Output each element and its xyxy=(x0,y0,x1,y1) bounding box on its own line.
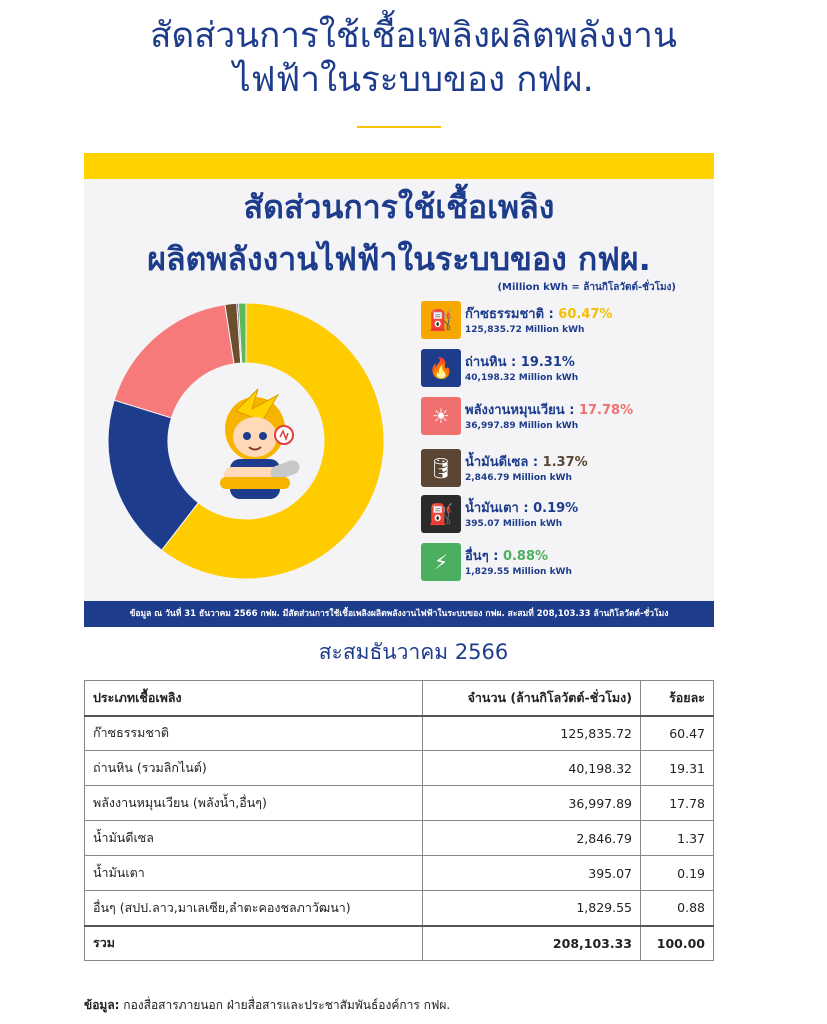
renewable-energy-icon: ☀ xyxy=(421,397,461,435)
source-text: กองสื่อสารภายนอก ฝ่ายสื่อสารและประชาสัมพันธ์องค์การ กฟผ. xyxy=(119,998,451,1012)
legend-kwh: 1,829.55 Million kWh xyxy=(465,567,572,577)
legend-fuel-name: น้ำมันดีเซล : xyxy=(465,455,539,470)
legend-percent: 0.19% xyxy=(533,501,579,516)
total-amount: 208,103.33 xyxy=(423,926,641,961)
infographic-footer-note: ข้อมูล ณ วันที่ 31 ธันวาคม 2566 กฟผ. มีสัดส่วนการใช้เชื้อเพลิงผลิตพลังงานไฟฟ้าในระบบของ กฟผ. สะสมที่ 208,103.33 ล้านกิโลวัตต์-ชั่วโมง xyxy=(84,601,714,627)
cell-fuel-type: พลังงานหมุนเวียน (พลังน้ำ,อื่นๆ) xyxy=(85,786,423,821)
table-row xyxy=(85,821,714,856)
source-label: ข้อมูล: xyxy=(84,998,120,1012)
diesel-barrel-icon: 🛢 xyxy=(421,449,461,487)
cell-percent: 0.88 xyxy=(641,891,714,926)
page-title-line2: ไฟฟ้าในระบบของ กฟผ. xyxy=(233,60,594,100)
table-header-row xyxy=(85,681,714,716)
column-header-percent: ร้อยละ xyxy=(641,681,714,716)
cell-percent: 0.19 xyxy=(641,856,714,891)
cell-amount: 2,846.79 xyxy=(423,821,641,856)
legend-percent: 17.78% xyxy=(578,403,634,418)
cell-amount: 125,835.72 xyxy=(423,716,641,751)
total-percent: 100.00 xyxy=(641,926,714,961)
cell-fuel-type: น้ำมันเตา xyxy=(85,856,423,891)
cell-amount: 395.07 xyxy=(423,856,641,891)
legend-item xyxy=(421,397,681,441)
legend-percent: 1.37% xyxy=(542,455,588,470)
legend-item xyxy=(421,495,681,539)
table-total-row xyxy=(85,926,714,961)
legend-item xyxy=(421,301,681,345)
table-subtitle: สะสมธันวาคม 2566 xyxy=(318,640,509,664)
legend-percent: 0.88% xyxy=(502,549,549,564)
table-row xyxy=(85,716,714,751)
gas-rig-icon: ⛽ xyxy=(421,301,461,339)
column-header-fuel-type: ประเภทเชื้อเพลิง xyxy=(85,681,423,716)
total-label: รวม xyxy=(85,926,423,961)
table-row xyxy=(85,891,714,926)
cell-amount: 1,829.55 xyxy=(423,891,641,926)
legend-kwh: 2,846.79 Million kWh xyxy=(465,473,572,483)
legend-fuel-name: อื่นๆ : xyxy=(465,549,499,564)
legend-label xyxy=(465,497,578,518)
cell-fuel-type: ถ่านหิน (รวมลิกไนต์) xyxy=(85,751,423,786)
coal-fire-icon: 🔥 xyxy=(421,349,461,387)
legend-label xyxy=(465,303,612,324)
legend-kwh: 395.07 Million kWh xyxy=(465,519,563,529)
cell-amount: 36,997.89 xyxy=(423,786,641,821)
cell-amount: 40,198.32 xyxy=(423,751,641,786)
fuel-mix-infographic xyxy=(84,153,714,627)
mascot-illustration xyxy=(200,381,310,511)
table-row xyxy=(85,856,714,891)
infographic-title-line2: ผลิตพลังงานไฟฟ้าในระบบของ กฟผ. xyxy=(147,240,651,278)
page-title xyxy=(0,14,827,102)
legend-label xyxy=(465,351,575,372)
legend-kwh: 125,835.72 Million kWh xyxy=(465,325,585,335)
cell-percent: 19.31 xyxy=(641,751,714,786)
lightning-icon: ⚡ xyxy=(421,543,461,581)
cell-fuel-type: ก๊าซธรรมชาติ xyxy=(85,716,423,751)
legend-percent: 60.47% xyxy=(558,307,613,322)
table-row xyxy=(85,786,714,821)
legend-kwh: 36,997.89 Million kWh xyxy=(465,421,579,431)
legend-kwh: 40,198.32 Million kWh xyxy=(465,373,579,383)
fuel-oil-can-icon: ⛽ xyxy=(421,495,461,533)
table-row xyxy=(85,751,714,786)
legend-label xyxy=(465,545,548,566)
legend-fuel-name: พลังงานหมุนเวียน : xyxy=(465,403,575,418)
legend-label xyxy=(465,451,588,472)
page-title-line1: สัดส่วนการใช้เชื้อเพลิงผลิตพลังงาน xyxy=(150,16,677,56)
legend-fuel-name: ถ่านหิน : xyxy=(465,355,517,370)
legend-fuel-name: น้ำมันเตา : xyxy=(465,501,529,516)
legend-fuel-name: ก๊าซธรรมชาติ : xyxy=(465,307,554,322)
table-body xyxy=(85,716,714,961)
cell-fuel-type: น้ำมันดีเซล xyxy=(85,821,423,856)
fuel-mix-table xyxy=(84,680,714,961)
title-divider xyxy=(357,126,441,128)
legend-item xyxy=(421,449,681,493)
legend-item xyxy=(421,349,681,393)
infographic-title-line1: สัดส่วนการใช้เชื้อเพลิง xyxy=(243,188,555,226)
cell-percent: 1.37 xyxy=(641,821,714,856)
column-header-amount: จำนวน (ล้านกิโลวัตต์-ชั่วโมง) xyxy=(423,681,641,716)
cell-percent: 17.78 xyxy=(641,786,714,821)
legend-item xyxy=(421,543,681,587)
cell-percent: 60.47 xyxy=(641,716,714,751)
legend-percent: 19.31% xyxy=(520,355,575,370)
cell-fuel-type: อื่นๆ (สปป.ลาว,มาเลเซีย,ลำตะคองชลภาวัฒนา) xyxy=(85,891,423,926)
legend-label xyxy=(465,399,633,420)
unit-note: (Million kWh = ล้านกิโลวัตต์-ชั่วโมง) xyxy=(497,282,676,293)
infographic-top-band xyxy=(84,153,714,179)
source-note xyxy=(84,996,450,1015)
